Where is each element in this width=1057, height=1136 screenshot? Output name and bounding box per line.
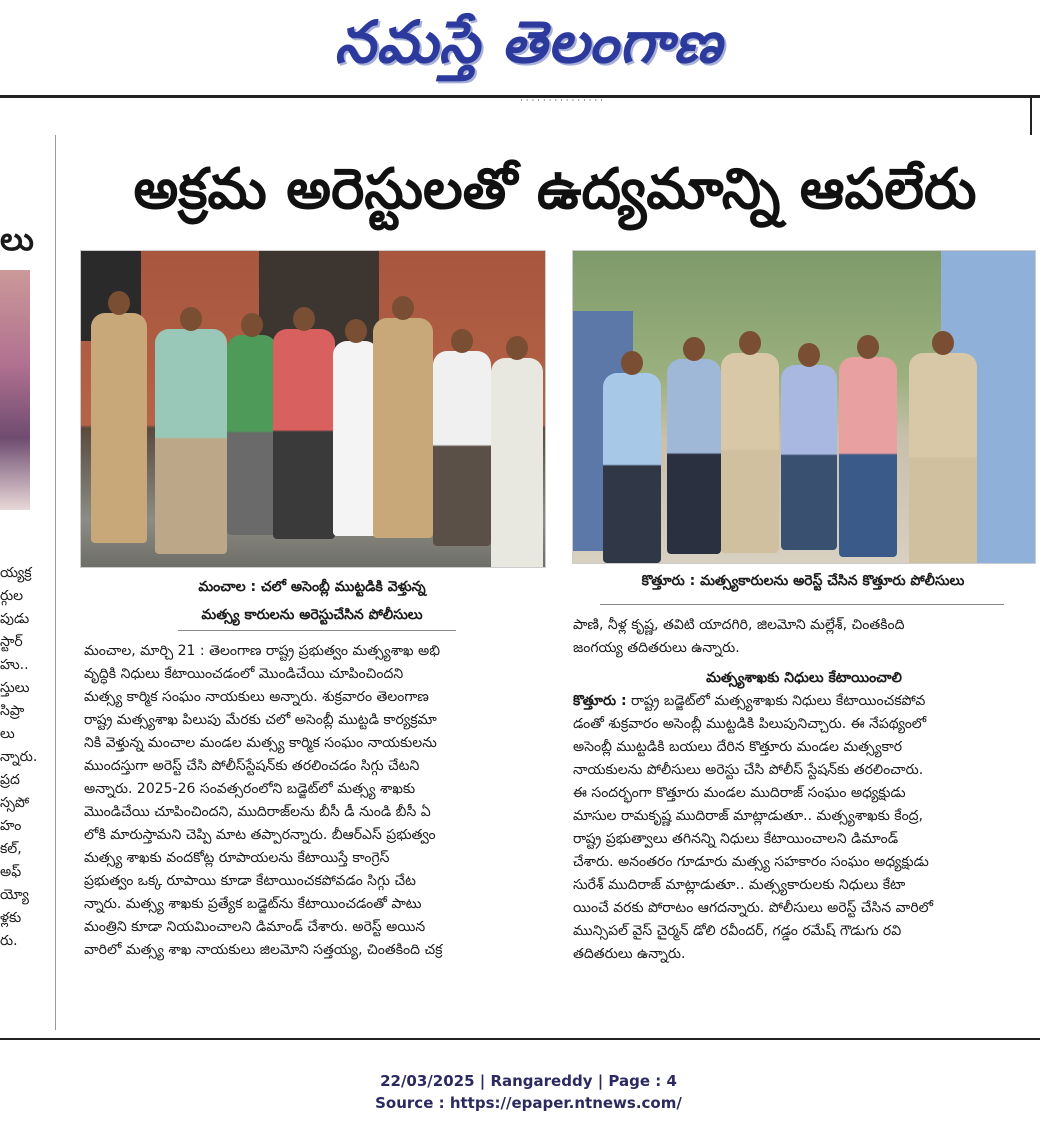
photo-person-head (108, 291, 130, 315)
article-right-dateline: కొత్తూరు : (573, 693, 627, 709)
photo-person-head (506, 336, 528, 360)
photo-person-head (621, 351, 643, 375)
masthead-logo: నమస్తే తెలంగాణ (334, 8, 723, 76)
photo-person-head (932, 331, 954, 355)
photo-person (227, 335, 277, 535)
article-left-line: అన్నారు. 2025-26 సంవత్సరంలోని బడ్జెట్‌లో మత్స్య శాఖకు (84, 781, 416, 797)
photo-person (603, 373, 661, 563)
adjacent-photo-fragment (0, 270, 30, 510)
photo-person-head (180, 307, 202, 331)
article-right-line: మాసుల రామకృష్ణ ముదిరాజ్ మాట్లాడుతూ.. మత్స్యశాఖకు కేంద్ర, (573, 808, 923, 824)
article-left-line: న్నారు. మత్స్య శాఖకు ప్రత్యేక బడ్జెట్‌ను కేటాయించడంతో పాటు (84, 896, 422, 912)
photo-person-head (241, 313, 263, 337)
article-right-line: ఈ సందర్భంగా కొత్తూరు మండల ముదిరాజ్ సంఘం అధ్యక్షుడు (573, 785, 906, 801)
photo-person (373, 318, 433, 538)
top-cut-text: · · · · · · · · · · · · · · · (520, 96, 603, 106)
article-right-subhead: మత్స్యశాఖకు నిధులు కేటాయించాలి (706, 670, 902, 686)
adjacent-article-line: న్నారు. (0, 749, 38, 765)
article-right-line: డంతో శుక్రవారం అసెంబ్లీ ముట్టడికి పిలుపునిచ్చారు. ఈ నేపథ్యంలో (573, 716, 927, 732)
photo-left (80, 250, 546, 568)
article-left-line: ప్రభుత్వం ఒక్క రూపాయి కూడా కేటాయించకపోవడం సిగ్గు చేట (84, 873, 416, 889)
photo-person-head (739, 331, 761, 355)
article-left-line: వారిలో మత్స్య శాఖ నాయకులు జిలమోని సత్తయ్య, చింతకింది చక్ర (84, 942, 443, 958)
footer (0, 1070, 1057, 1114)
photo-person-head (293, 307, 315, 331)
photo-person (491, 358, 543, 568)
adjacent-article-line: సిప్రా (0, 703, 25, 719)
adjacent-article-line: య్యో (0, 887, 29, 903)
right-column-rule (1030, 95, 1032, 135)
adjacent-article-line: కల్, (0, 841, 22, 857)
adjacent-article-strip (0, 130, 52, 1030)
article-left-line: మంత్రిని కూడా నియమించాలని డిమాండ్ చేశారు. అరెస్ట్ అయిన (84, 919, 426, 935)
photo-right (572, 250, 1036, 564)
caption-left-line2: మత్స్య కారులను అరెస్టుచేసిన పోలీసులు (201, 607, 423, 623)
article-right-line: అసెంబ్లీ ముట్టడికి బయలు దేరిన కొత్తూరు మండల మత్స్యకార (573, 739, 903, 755)
article-right-line: రాష్ట్ర ప్రభుత్వాలు తగినన్ని నిధులు కేటాయించాలని డిమాండ్ (573, 831, 899, 847)
photo-person (839, 357, 897, 557)
article-left-line: మత్స్య శాఖకు వందకోట్ల రూపాయలను కేటాయిస్తే కాంగ్రెస్ (84, 850, 390, 866)
article-left-line: ముందస్తుగా అరెస్ట్ చేసి పోలీస్‌స్టేషన్‌కు తరలించడం సిగ్గు చేటని (84, 758, 420, 774)
photo-person (91, 313, 147, 543)
article-left-line: మొండిచేయి చూపించిందని, ముదిరాజ్‌లను బీసీ డీ నుండి బీసీ ఏ (84, 804, 431, 820)
photo-person (433, 351, 491, 546)
photo-person (909, 353, 977, 564)
adjacent-article-line: హు.. (0, 657, 29, 673)
photo-person-head (392, 296, 414, 320)
article-right-line: మున్సిపల్ వైస్ చైర్మన్ డోలి రవీందర్, గడ్డం రమేష్ గౌడుగు రవి (573, 923, 902, 939)
adjacent-article-line: ళ్లకు (0, 910, 22, 926)
caption-right-rule (600, 604, 1004, 605)
article-headline: అక్రమ అరెస్టులతో ఉద్యమాన్ని ఆపలేరు (133, 157, 977, 222)
article-left-line: మత్స్య కార్మిక సంఘం నాయకులు అన్నారు. శుక్రవారం తెలంగాణ (84, 689, 429, 705)
bottom-rule (0, 1038, 1040, 1040)
article-right-line: యించే వరకు పోరాటం ఆగదన్నారు. పోలీసులు అరెస్ట్ చేసిన వారిలో (573, 900, 934, 916)
photo-person (781, 365, 837, 550)
article-right-intro-line: పాణి, నీళ్ల కృష్ణ, తవిటి యాదగిరి, జిలమోని మల్లేశ్, చింతకింది (573, 617, 905, 633)
adjacent-article-line: లు (0, 726, 15, 742)
article-left-line: మంచాల, మార్చి 21 : తెలంగాణ రాష్ట్ర ప్రభుత్వం మత్స్యశాఖ అభి (84, 643, 441, 659)
article-right-line: సురేశ్ ముదిరాజ్ మాట్లాడుతూ.. మత్స్యకారులకు నిధులు కేటా (573, 877, 906, 893)
footer-source: Source : https://epaper.ntnews.com/ (375, 1094, 682, 1112)
article-left-line: నికి వెళ్తున్న మంచాల మండల మత్స్య కార్మిక సంఘం నాయకులను (84, 735, 437, 751)
article-right-body (573, 614, 1035, 966)
adjacent-article-line: ప్రద (0, 772, 20, 788)
photo-person (155, 329, 227, 554)
adjacent-article-line: ర్గుల (0, 588, 24, 604)
caption-left-line1: మంచాల : చలో అసెంబ్లీ ముట్టడికి వెళ్తున్న (198, 579, 426, 595)
photo-person (273, 329, 335, 539)
adjacent-article-line: స్సపో (0, 795, 30, 811)
article-left-body (84, 640, 544, 962)
article-right-line: చేశారు. అనంతరం గూడూరు మత్స్య సహకారం సంఘం అధ్యక్షుడు (573, 854, 929, 870)
adjacent-article-line: అఫ్ (0, 864, 22, 880)
article-left-line: లోకి మారుస్తామని చెప్పి మాట తప్పారన్నారు. బీఆర్‌ఎస్ ప్రభుత్వం (84, 827, 436, 843)
adjacent-article-line: రు. (0, 933, 18, 949)
adjacent-article-line: స్టార్ (0, 634, 23, 650)
article-right-line: నాయకులను పోలీసులు అరెస్టు చేసి పోలీస్ స్టేషన్‌కు తరలించారు. (573, 762, 924, 778)
photo-person-head (345, 319, 367, 343)
photo-person-head (451, 329, 473, 353)
adjacent-article-line: పుడు (0, 611, 30, 627)
adjacent-headline-fragment: లు (0, 220, 34, 258)
article-right-intro-line: జంగయ్య తదితరులు ఉన్నారు. (573, 640, 740, 656)
photo-person-head (798, 343, 820, 367)
article-left-line: వృద్ధికి నిధులు కేటాయించడంలో మొండిచేయి చూపించిందని (84, 666, 404, 682)
column-separator (55, 135, 56, 1030)
caption-left-rule (178, 630, 456, 631)
adjacent-article-line: స్తులు (0, 680, 30, 696)
photo-person-head (857, 335, 879, 359)
photo-person-head (683, 337, 705, 361)
photo-person (667, 359, 721, 554)
article-right-first-line: రాష్ట్ర బడ్జెట్‌లో మత్స్యశాఖకు నిధులు కేటాయించకపోవ (626, 693, 926, 709)
article-left-line: రాష్ట్ర మత్స్యశాఖ పిలుపు మేరకు చలో అసెంబ్లీ ముట్టడి కార్యక్రమా (84, 712, 437, 728)
footer-date-edition: 22/03/2025 | Rangareddy | Page : 4 (380, 1072, 677, 1090)
adjacent-article-line: హం (0, 818, 22, 834)
caption-right: కొత్తూరు : మత్స్యకారులను అరెస్ట్ చేసిన కొత్తూరు పోలీసులు (641, 573, 965, 589)
adjacent-article-line: య్యక్ర (0, 565, 32, 581)
article-right-line: తదితరులు ఉన్నారు. (573, 946, 686, 962)
photo-person (721, 353, 779, 553)
